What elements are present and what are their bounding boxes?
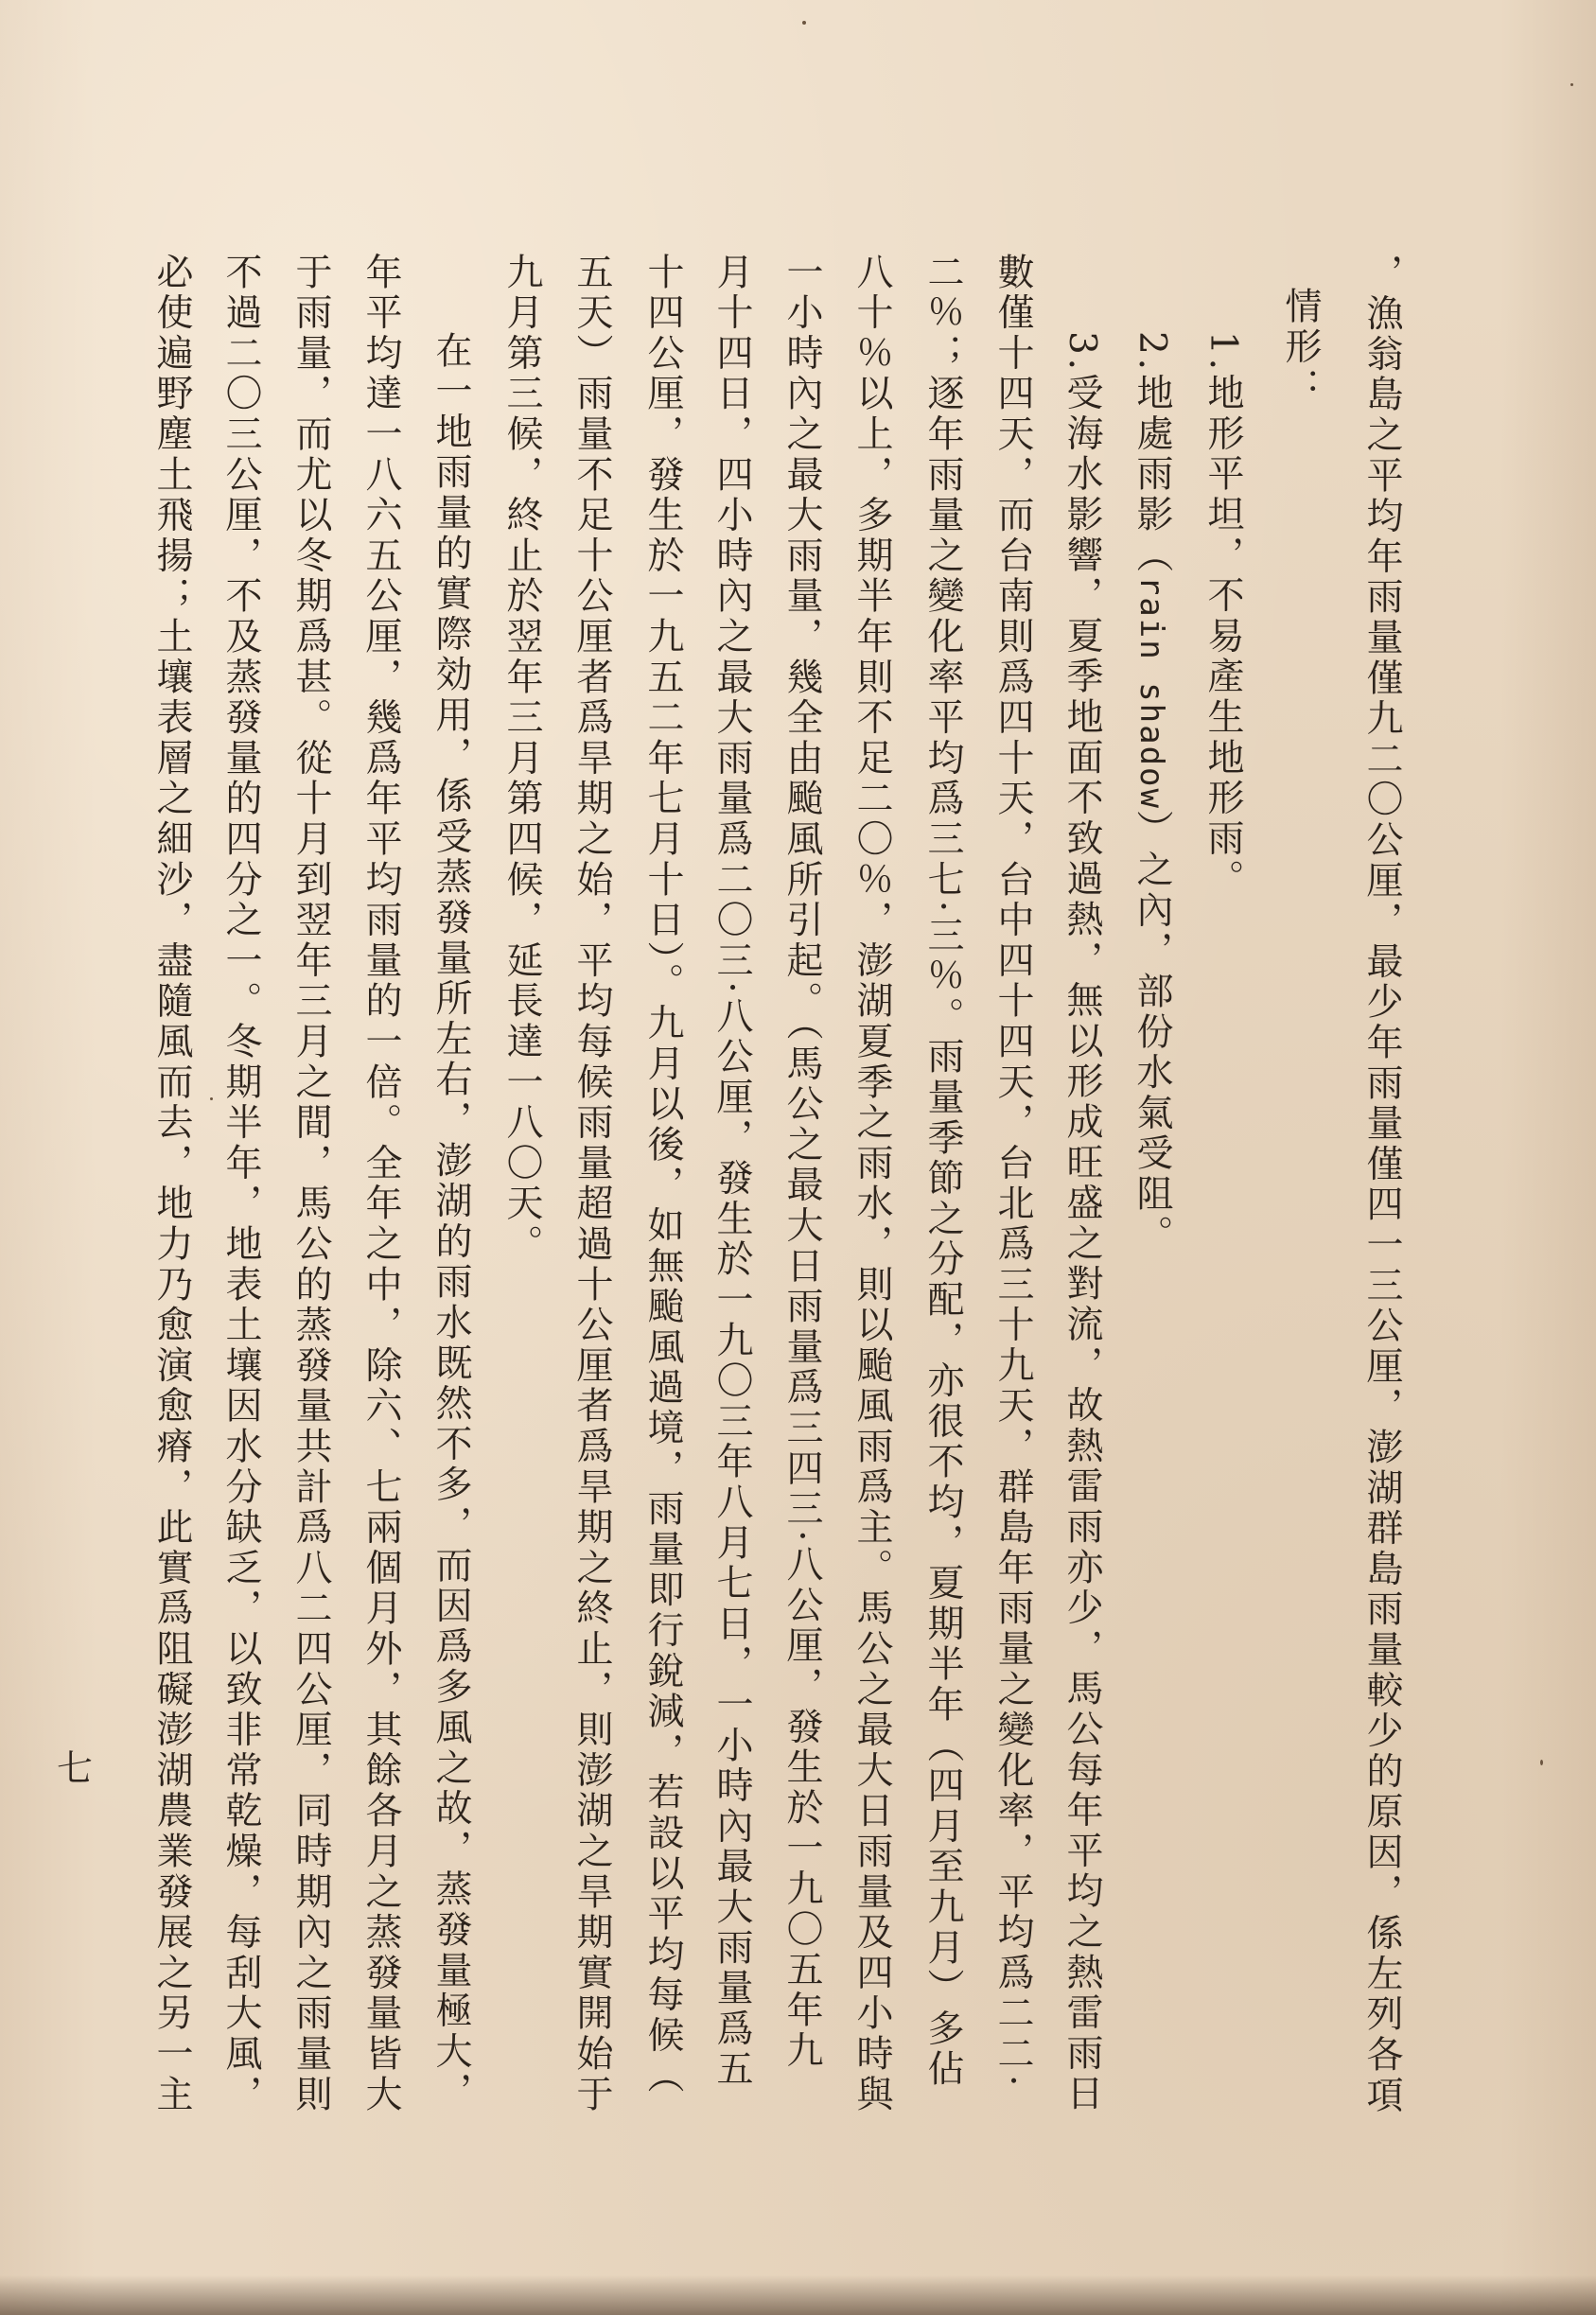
page-number: 七 bbox=[57, 1747, 94, 1789]
page-bottom-edge bbox=[0, 2275, 1596, 2315]
text-run: ）之內，部份水氣受阻。 bbox=[1131, 809, 1173, 1255]
text-column: 九月第三候，終止於翌年三月第四候，延長達一八〇天。 bbox=[500, 253, 543, 1265]
text-column: 一小時內之最大雨量，幾全由颱風所引起。（馬公之最大日雨量爲三四三·八公厘，發生於一九〇五年九 bbox=[780, 253, 823, 2072]
text-run: 2.地處雨影（ bbox=[1131, 331, 1173, 576]
paper-speck bbox=[210, 1097, 213, 1100]
text-column: 二％；逐年雨量之變化率平均爲三七·三％。雨量季節之分配，亦很不均，夏期半年（四月至九月）多佔 bbox=[921, 253, 964, 2091]
text-column: 十四公厘，發生於一九五二年七月十日）。九月以後，如無颱風過境，雨量即行銳減，若設以平均每候（ bbox=[641, 253, 684, 2097]
text-column: 情形： bbox=[1279, 287, 1322, 409]
list-item-terrain: 1.地形平坦，不易產生地形雨。 bbox=[1201, 331, 1244, 901]
list-item-rain-shadow bbox=[1131, 331, 1173, 1255]
paper-speck bbox=[802, 21, 806, 25]
text-column: 八十％以上，多期半年則不足二〇％，澎湖夏季之雨水，則以颱風雨爲主。馬公之最大日雨量及四小時與 bbox=[851, 253, 893, 2115]
text-column: 五天）雨量不足十公厘者爲旱期之始，平均每候雨量超過十公厘者爲旱期之終止，則澎湖之旱期實開始于 bbox=[570, 253, 613, 2115]
paragraph-start-column: 在一地雨量的實際効用，係受蒸發量所左右，澎湖的雨水既然不多，而因爲多風之故，蒸發量極大， bbox=[430, 331, 472, 2113]
text-column: 年平均達一八六五公厘，幾爲年平均雨量的一倍。全年之中，除六、七兩個月外，其餘各月之蒸發量皆大 bbox=[360, 253, 402, 2115]
text-column: 數僅十四天，而台南則爲四十天，台中四十四天，台北爲三十九天，群島年雨量之變化率，平均爲二二· bbox=[991, 253, 1034, 2091]
paper-speck bbox=[1570, 83, 1573, 86]
text-column: 不過二〇三公厘，不及蒸發量的四分之一。冬期半年，地表土壤因水分缺乏，以致非常乾燥，每刮大風， bbox=[219, 253, 262, 2115]
text-column: 于雨量，而尤以冬期爲甚。從十月到翌年三月之間，馬公的蒸發量共計爲八二四公厘，同時期內之雨量則 bbox=[289, 253, 332, 2115]
text-column: 必使遍野塵土飛揚；土壤表層之細沙，盡隨風而去，地力乃愈演愈瘠，此實爲阻礙澎湖農業發展之另一主 bbox=[150, 253, 193, 2115]
paper-speck bbox=[1540, 1760, 1543, 1765]
text-column: ，漁翁島之平均年雨量僅九二〇公厘，最少年雨量僅四一三公厘，澎湖群島雨量較少的原因，係左列各項 bbox=[1360, 254, 1403, 2116]
list-item-sea-influence: 3.受海水影響，夏季地面不致過熱，無以形成旺盛之對流，故熱雷雨亦少，馬公每年平均之熱雷雨日 bbox=[1061, 331, 1103, 2115]
latin-term: rain shadow bbox=[1132, 575, 1170, 810]
text-column: 月十四日，四小時內之最大雨量爲二〇三·八公厘，發生於一九〇三年八月七日，一小時內最大雨量爲五 bbox=[710, 253, 753, 2091]
